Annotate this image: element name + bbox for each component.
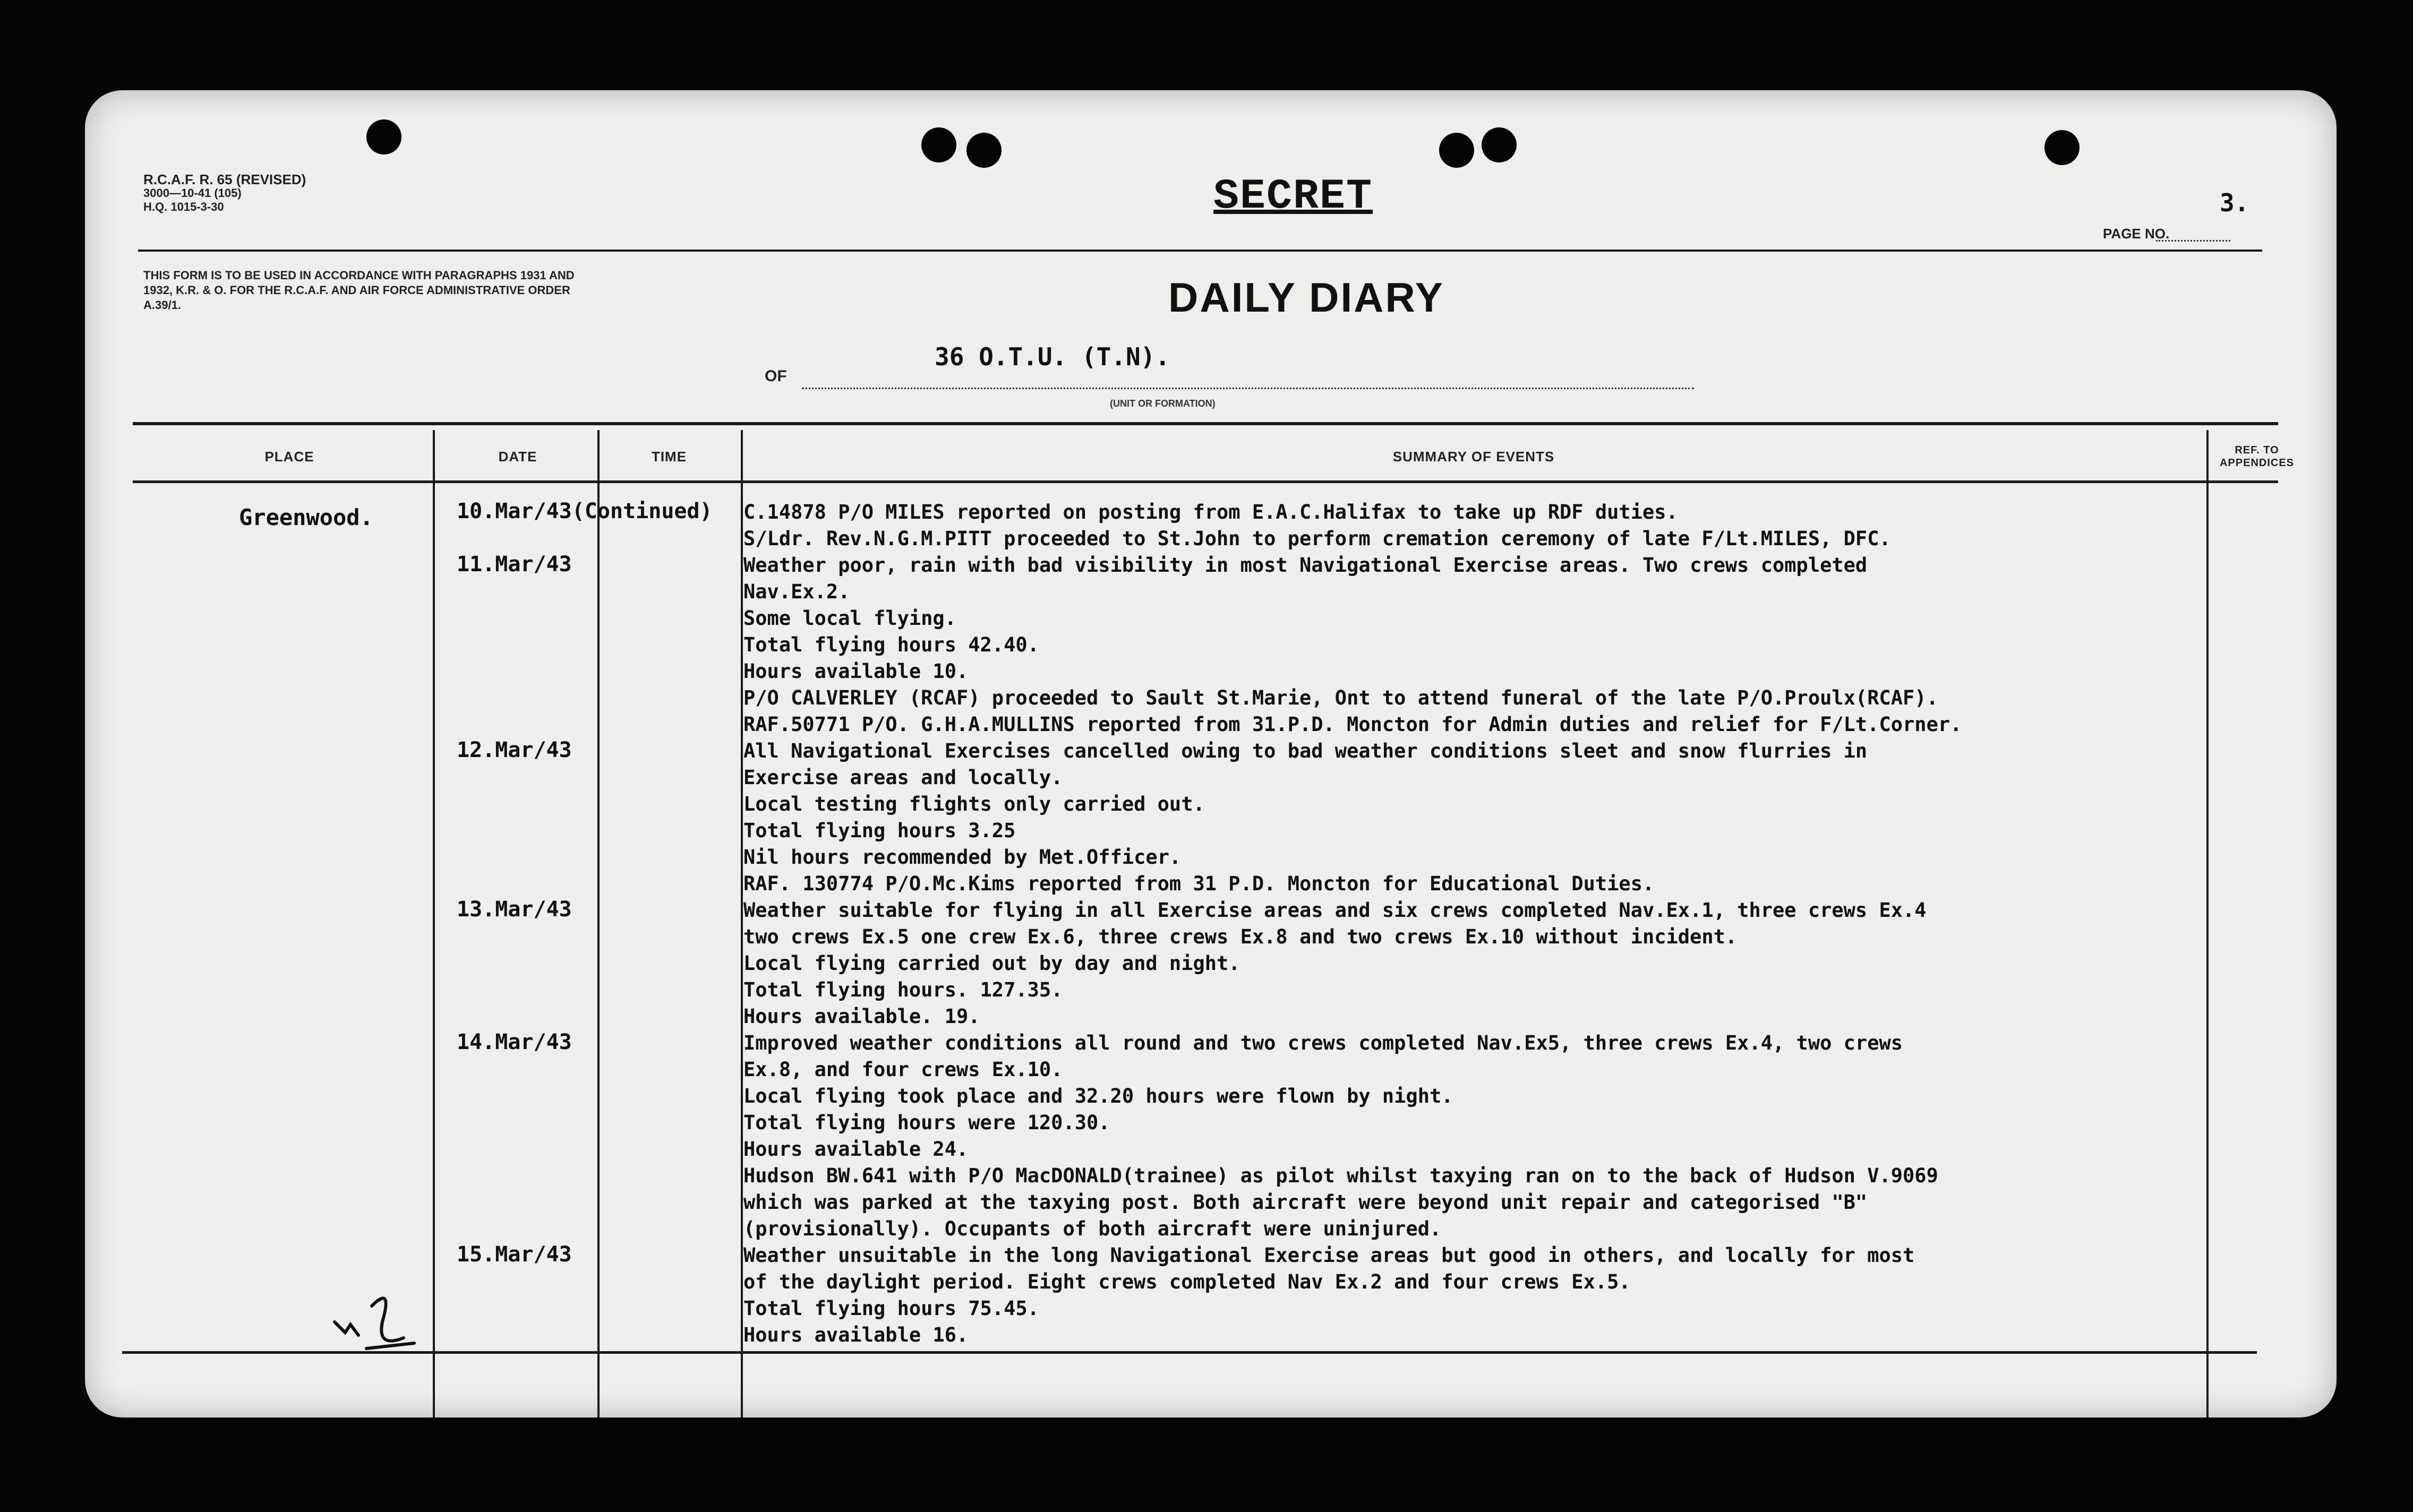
header-rule (138, 250, 2262, 252)
event-line: Improved weather conditions all round and two crews completed Nav.Ex5, three crews Ex.4, two crews (743, 1032, 1903, 1054)
unit-line (802, 388, 1694, 389)
event-line: Ex.8, and four crews Ex.10. (743, 1058, 1063, 1081)
punch-hole (966, 133, 1002, 168)
event-line: Local testing flights only carried out. (743, 793, 1205, 815)
date-entry: 10.Mar/43(Continued) (457, 499, 713, 523)
event-line: Weather unsuitable in the long Navigational Exercise areas but good in others, and locally for most (743, 1244, 1915, 1267)
form-instructions: THIS FORM IS TO BE USED IN ACCORDANCE WITH PARAGRAPHS 1931 AND 1932, K.R. & O. FOR THE R.C.A.F. AND AIR FORCE ADMINISTRATIVE ORDER A.39/1. (143, 269, 575, 312)
date-entry: 13.Mar/43 (457, 897, 572, 922)
punch-hole (1439, 133, 1474, 168)
handwritten-initials (329, 1274, 420, 1359)
event-line: Hours available. 19. (743, 1005, 980, 1028)
event-line: Nav.Ex.2. (743, 580, 850, 603)
page-title: DAILY DIARY (1168, 274, 1444, 321)
date-entry: 14.Mar/43 (457, 1030, 572, 1054)
event-line: Total flying hours were 120.30. (743, 1111, 1110, 1134)
of-label: OF (765, 367, 787, 385)
event-line: Weather poor, rain with bad visibility in most Navigational Exercise areas. Two crews completed (743, 554, 1868, 577)
form-code-line1: R.C.A.F. R. 65 (REVISED) (143, 171, 306, 187)
page-label: PAGE NO. (2103, 226, 2170, 242)
unit-caption: (UNIT OR FORMATION) (1110, 398, 1216, 409)
diary-page (85, 90, 2337, 1418)
column-divider (433, 430, 435, 1418)
column-divider (597, 430, 600, 1418)
event-line: Hours available 16. (743, 1324, 969, 1346)
column-header-date: DATE (498, 449, 537, 465)
summary-of-events (743, 499, 2198, 1348)
column-divider (741, 430, 743, 1418)
event-line: (provisionally). Occupants of both aircraft were uninjured. (743, 1217, 1442, 1240)
punch-hole (2044, 130, 2080, 165)
form-code-line3: H.Q. 1015-3-30 (143, 200, 224, 213)
event-line: Local flying took place and 32.20 hours were flown by night. (743, 1085, 1453, 1107)
punch-hole (1482, 127, 1517, 162)
event-line: of the daylight period. Eight crews completed Nav Ex.2 and four crews Ex.5. (743, 1270, 1631, 1293)
event-line: Nil hours recommended by Met.Officer. (743, 846, 1182, 869)
event-line: C.14878 P/O MILES reported on posting from E.A.C.Halifax to take up RDF duties. (743, 501, 1678, 523)
event-line: Local flying carried out by day and night. (743, 952, 1240, 975)
event-line: Some local flying. (743, 607, 956, 630)
date-entry: 15.Mar/43 (457, 1242, 572, 1267)
event-line: RAF. 130774 P/O.Mc.Kims reported from 31 P.D. Moncton for Educational Duties. (743, 872, 1655, 895)
column-divider (2206, 430, 2209, 1418)
event-line: Hudson BW.641 with P/O MacDONALD(trainee) as pilot whilst taxying ran on to the back of Hudson V.9069 (743, 1164, 1938, 1187)
column-header-time: TIME (651, 449, 687, 465)
event-line: All Navigational Exercises cancelled owing to bad weather conditions sleet and snow flurries in (743, 740, 1868, 762)
table-top-rule (133, 422, 2278, 425)
event-line: Hours available 24. (743, 1138, 969, 1161)
event-line: P/O CALVERLEY (RCAF) proceeded to Sault St.Marie, Ont to attend funeral of the late P/O.Proulx(RCAF). (743, 686, 1938, 709)
table-bottom-rule (122, 1351, 2257, 1354)
date-entry: 11.Mar/43 (457, 552, 572, 577)
date-entry: 12.Mar/43 (457, 738, 572, 762)
event-line: which was parked at the taxying post. Both aircraft were beyond unit repair and categorised "B" (743, 1191, 1868, 1214)
event-line: Hours available 10. (743, 660, 969, 683)
event-line: Exercise areas and locally. (743, 766, 1063, 789)
event-line: Total flying hours. 127.35. (743, 978, 1063, 1001)
event-line: Total flying hours 42.40. (743, 633, 1039, 656)
event-line: Total flying hours 3.25 (743, 819, 1016, 842)
form-code-line2: 3000—10-41 (105) (143, 186, 242, 200)
event-line: Weather suitable for flying in all Exercise areas and six crews completed Nav.Ex.1, three crews Ex.4 (743, 899, 1927, 922)
form-code (143, 173, 306, 214)
column-header-place: PLACE (264, 449, 314, 465)
page-number: 3. (2220, 188, 2249, 217)
event-line: RAF.50771 P/O. G.H.A.MULLINS reported from 31.P.D. Moncton for Admin duties and relief for F/Lt.Corner. (743, 713, 1962, 736)
place-entry: Greenwood. (239, 504, 373, 530)
punch-hole (366, 119, 401, 154)
column-header-appendices: REF. TO APPENDICES (2219, 444, 2295, 469)
column-header-summary: SUMMARY OF EVENTS (1392, 449, 1555, 465)
event-line: Total flying hours 75.45. (743, 1297, 1039, 1320)
event-line: two crews Ex.5 one crew Ex.6, three crews Ex.8 and two crews Ex.10 without incident. (743, 925, 1738, 948)
table-header-rule (133, 480, 2278, 483)
punch-hole (921, 127, 956, 162)
event-line: S/Ldr. Rev.N.G.M.PITT proceeded to St.John to perform cremation ceremony of late F/Lt.MILES, DFC. (743, 527, 1891, 550)
unit-name: 36 O.T.U. (T.N). (935, 342, 1170, 371)
page-number-line (2156, 240, 2230, 242)
classification-heading: SECRET (1213, 173, 1373, 221)
